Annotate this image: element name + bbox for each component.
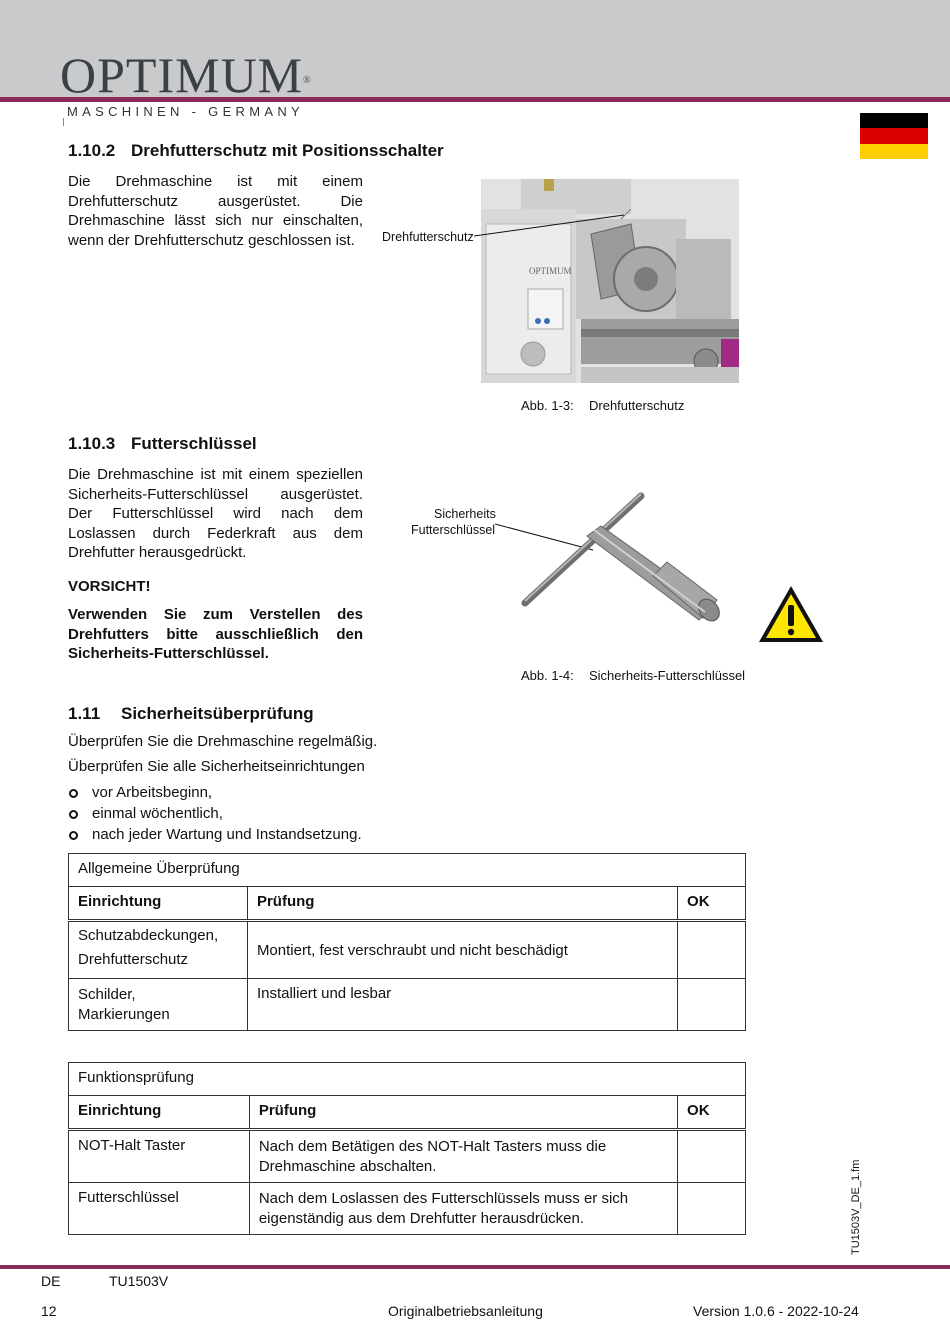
cell-line: Drehmaschine abschalten. (258, 1157, 437, 1175)
brand-name: OPTIMUM (60, 47, 304, 103)
circle-bullet-icon (69, 831, 78, 840)
figure-caption-1-4 (521, 668, 745, 683)
device-cell: NOT-Halt Taster (69, 1130, 250, 1183)
section-heading-1-11 (68, 704, 314, 724)
ok-cell (678, 979, 746, 1031)
ok-cell (678, 921, 746, 979)
figure-number: Abb. 1-4: (521, 668, 574, 683)
section-heading-1-10-3 (68, 434, 257, 454)
section-text: Die Drehmaschine ist mit einem speziellen Sicherheits-Futterschlüssel ausgerüstet. Der Futterschlüssel wird nach dem Loslassen durch Federkraft aus dem Drehfutter herausgedrückt. (68, 466, 363, 561)
ok-cell (678, 1130, 746, 1183)
table-header-row (69, 887, 746, 921)
device-cell (69, 979, 248, 1031)
cell-line: Schutzabdeckungen, (78, 927, 219, 944)
section-text: Die Drehmaschine ist mit einem Drehfutterschutz ausgerüstet. Die Drehmaschine lässt sich nur einschalten, wenn der Drehfutterschutz geschlossen ist. (68, 173, 363, 249)
column-header: OK (678, 887, 746, 921)
inspection-interval-list (68, 782, 362, 845)
figure-number: Abb. 1-3: (521, 398, 574, 413)
table-row (69, 921, 746, 979)
general-check-table (68, 853, 746, 1031)
inspection-devices: Überprüfen Sie alle Sicherheitseinrichtungen (68, 758, 365, 775)
list-item (68, 782, 362, 803)
footer-language: DE (41, 1273, 61, 1289)
page-number: 12 (41, 1303, 57, 1319)
cell-line: eigenständig aus dem Drehfutter herausdrücken. (258, 1209, 585, 1227)
section-number: 1.11 (68, 704, 101, 723)
column-header: Einrichtung (69, 1096, 250, 1130)
callout-chuck-guard: Drehfutterschutz (382, 230, 474, 244)
list-item-text: einmal wöchentlich, (92, 805, 223, 822)
section-title: Drehfutterschutz mit Positionsschalter (131, 141, 444, 160)
table-title-row (69, 854, 746, 887)
margin-tick (63, 118, 64, 126)
list-item-text: nach jeder Wartung und Instandsetzung. (92, 826, 362, 843)
check-cell (249, 1130, 677, 1183)
lathe-chuck-guard-image (481, 179, 739, 383)
figure-title: Drehfutterschutz (589, 398, 685, 413)
cell-line: Drehfutterschutz (78, 951, 189, 968)
cell-line: Nach dem Loslassen des Futterschlüssels muss er sich (258, 1190, 629, 1207)
machine-label: OPTIMUM (529, 266, 572, 276)
section-heading-1-10-2 (68, 141, 444, 161)
figure-title: Sicherheits-Futterschlüssel (589, 668, 746, 683)
circle-bullet-icon (69, 810, 78, 819)
table-title-row (69, 1063, 746, 1096)
check-cell: Installiert und lesbar (247, 979, 677, 1031)
list-item (68, 824, 362, 845)
caution-text: Verwenden Sie zum Verstellen des Drehfutters bitte ausschließlich den Sicherheits-Futterschlüssel. (68, 606, 363, 662)
brand-tagline: MASCHINEN - GERMANY (67, 104, 304, 119)
check-cell (249, 1183, 677, 1235)
table-title: Funktionsprüfung (69, 1063, 746, 1096)
file-name: TU1503V_DE_1.fm (850, 1159, 862, 1255)
check-cell: Montiert, fest verschraubt und nicht beschädigt (247, 921, 677, 979)
ok-cell (678, 1183, 746, 1235)
section-title: Futterschlüssel (131, 434, 257, 453)
callout-key-line2: Futterschlüssel (411, 523, 496, 537)
caution-title: VORSICHT! (68, 578, 151, 595)
function-check-table (68, 1062, 746, 1235)
table-row (69, 1130, 746, 1183)
circle-bullet-icon (69, 789, 78, 798)
registered-mark: ® (303, 75, 312, 86)
cell-line: Schilder, (78, 986, 136, 1003)
callout-key-line1: Sicherheits (434, 507, 496, 521)
document-version: Version 1.0.6 - 2022-10-24 (693, 1303, 859, 1319)
cell-line: Nach dem Betätigen des NOT-Halt Tasters muss die (258, 1138, 607, 1155)
device-cell: Futterschlüssel (69, 1183, 250, 1235)
list-item (68, 803, 362, 824)
brand-logo (60, 47, 312, 103)
german-flag-icon (860, 113, 928, 159)
device-cell (69, 921, 248, 979)
column-header: OK (678, 1096, 746, 1130)
callout-leader-line (474, 212, 626, 240)
inspection-intro: Überprüfen Sie die Drehmaschine regelmäßig. (68, 733, 378, 750)
column-header: Prüfung (249, 1096, 677, 1130)
footer-divider (0, 1265, 950, 1269)
section-number: 1.10.2 (68, 141, 116, 160)
table-title: Allgemeine Überprüfung (69, 854, 746, 887)
warning-triangle-icon (757, 584, 825, 644)
cell-line: Markierungen (78, 1005, 170, 1023)
table-row (69, 979, 746, 1031)
column-header: Einrichtung (69, 887, 248, 921)
section-title: Sicherheitsüberprüfung (121, 704, 314, 723)
document-type: Originalbetriebsanleitung (388, 1303, 543, 1319)
table-row (69, 1183, 746, 1235)
section-number: 1.10.3 (68, 434, 116, 453)
list-item-text: vor Arbeitsbeginn, (92, 784, 213, 801)
table-header-row (69, 1096, 746, 1130)
figure-caption-1-3 (521, 398, 684, 413)
footer-model: TU1503V (109, 1273, 169, 1289)
chuck-key-image (495, 488, 725, 638)
column-header: Prüfung (247, 887, 677, 921)
